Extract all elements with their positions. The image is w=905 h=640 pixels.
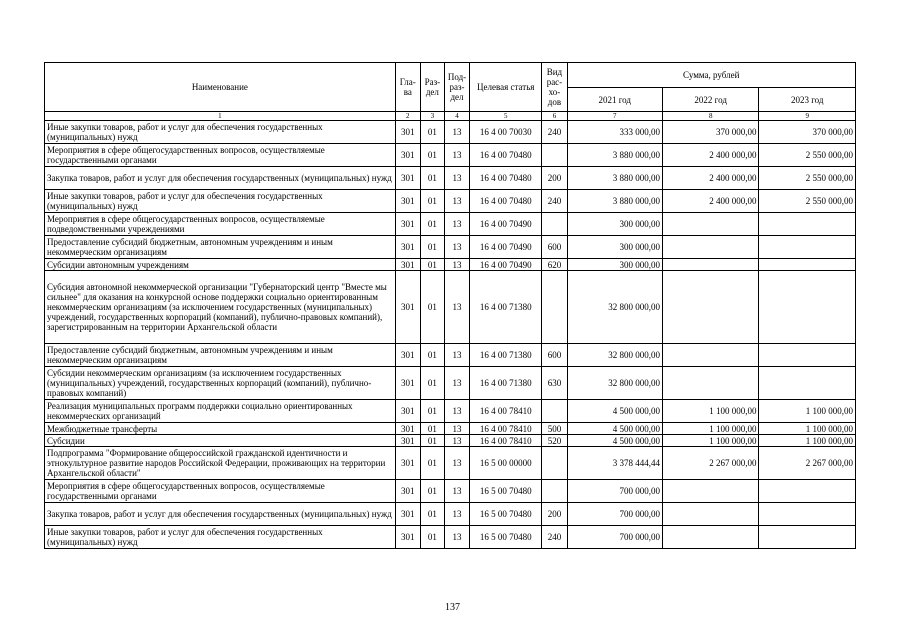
cell-target-article: 16 5 00 70480 <box>470 480 542 503</box>
cell-target-article: 16 5 00 70480 <box>470 526 542 549</box>
cell-sum-2023: 1 100 000,00 <box>759 400 856 423</box>
cell-razdel: 01 <box>420 167 444 190</box>
cell-podrazdel: 13 <box>444 503 469 526</box>
cell-name: Субсидия автономной некоммерческой организации "Губернаторский центр "Вместе мы сильнее" для оказания на конкурсной основе поддержки социально ориентированным некоммерческим организациям (за исключением государственных (муниципальных) учреждений, государственных корпораций (компаний), публично-правовых компаний), зарегистрированным на территории Архангельской области <box>45 271 396 344</box>
column-number: 4 <box>444 112 469 121</box>
cell-expense-type: 240 <box>542 121 567 144</box>
cell-razdel: 01 <box>420 423 444 435</box>
header-vid: Вид рас-хо-дов <box>542 63 567 112</box>
cell-razdel: 01 <box>420 213 444 236</box>
cell-podrazdel: 13 <box>444 213 469 236</box>
cell-sum-2023: 2 267 000,00 <box>759 447 856 480</box>
cell-razdel: 01 <box>420 271 444 344</box>
cell-razdel: 01 <box>420 259 444 271</box>
cell-name: Подпрограмма "Формирование общероссийской гражданской идентичности и этнокультурное развитие народов Российской Федерации, проживающих на территории Архангельской области" <box>45 447 396 480</box>
cell-glava: 301 <box>395 447 420 480</box>
cell-name: Иные закупки товаров, работ и услуг для обеспечения государственных (муниципальных) нужд <box>45 526 396 549</box>
cell-glava: 301 <box>395 271 420 344</box>
table-row <box>45 236 856 259</box>
table-row <box>45 190 856 213</box>
cell-razdel: 01 <box>420 190 444 213</box>
cell-target-article: 16 4 00 71380 <box>470 344 542 367</box>
header-glava: Гла-ва <box>395 63 420 112</box>
header-podrazdel: Под-раз-дел <box>444 63 469 112</box>
cell-razdel: 01 <box>420 480 444 503</box>
cell-sum-2022 <box>662 480 758 503</box>
cell-expense-type: 200 <box>542 167 567 190</box>
cell-target-article: 16 4 00 70480 <box>470 167 542 190</box>
cell-sum-2021: 700 000,00 <box>567 480 662 503</box>
cell-expense-type: 500 <box>542 423 567 435</box>
cell-target-article: 16 4 00 70030 <box>470 121 542 144</box>
cell-razdel: 01 <box>420 121 444 144</box>
cell-podrazdel: 13 <box>444 480 469 503</box>
budget-table <box>44 62 856 549</box>
cell-razdel: 01 <box>420 236 444 259</box>
cell-sum-2022 <box>662 236 758 259</box>
cell-sum-2021: 3 880 000,00 <box>567 167 662 190</box>
cell-podrazdel: 13 <box>444 423 469 435</box>
column-number: 1 <box>45 112 396 121</box>
cell-sum-2023 <box>759 271 856 344</box>
table-row <box>45 435 856 447</box>
header-razdel: Раз-дел <box>420 63 444 112</box>
table-row <box>45 447 856 480</box>
cell-name: Предоставление субсидий бюджетным, автономным учреждениям и иным некоммерческим организациям <box>45 236 396 259</box>
column-number: 6 <box>542 112 567 121</box>
header-row <box>45 63 856 88</box>
cell-name: Реализация муниципальных программ поддержки социально ориентированных некоммерческих организаций <box>45 400 396 423</box>
cell-sum-2021: 4 500 000,00 <box>567 423 662 435</box>
cell-sum-2023 <box>759 344 856 367</box>
cell-glava: 301 <box>395 167 420 190</box>
cell-expense-type <box>542 213 567 236</box>
cell-name: Закупка товаров, работ и услуг для обеспечения государственных (муниципальных) нужд <box>45 167 396 190</box>
cell-sum-2021: 3 378 444,44 <box>567 447 662 480</box>
column-number-row <box>45 112 856 121</box>
cell-target-article: 16 4 00 70490 <box>470 236 542 259</box>
table-row <box>45 121 856 144</box>
cell-sum-2022: 370 000,00 <box>662 121 758 144</box>
cell-sum-2022: 2 400 000,00 <box>662 190 758 213</box>
header-year-2023: 2023 год <box>759 88 856 112</box>
cell-name: Мероприятия в сфере общегосударственных вопросов, осуществляемые государственными органами <box>45 144 396 167</box>
cell-sum-2023: 2 550 000,00 <box>759 190 856 213</box>
cell-glava: 301 <box>395 367 420 400</box>
cell-expense-type: 630 <box>542 367 567 400</box>
cell-glava: 301 <box>395 259 420 271</box>
cell-sum-2021: 4 500 000,00 <box>567 435 662 447</box>
cell-razdel: 01 <box>420 526 444 549</box>
cell-sum-2021: 700 000,00 <box>567 503 662 526</box>
cell-sum-2021: 4 500 000,00 <box>567 400 662 423</box>
cell-expense-type: 620 <box>542 259 567 271</box>
cell-sum-2022 <box>662 503 758 526</box>
cell-sum-2023 <box>759 367 856 400</box>
header-year-2022: 2022 год <box>662 88 758 112</box>
cell-name: Субсидии автономным учреждениям <box>45 259 396 271</box>
table-row <box>45 503 856 526</box>
table-row <box>45 213 856 236</box>
cell-sum-2021: 300 000,00 <box>567 213 662 236</box>
cell-razdel: 01 <box>420 367 444 400</box>
cell-podrazdel: 13 <box>444 447 469 480</box>
cell-sum-2023: 1 100 000,00 <box>759 423 856 435</box>
page-number: 137 <box>445 602 460 613</box>
cell-sum-2023: 370 000,00 <box>759 121 856 144</box>
table-row <box>45 259 856 271</box>
cell-expense-type: 600 <box>542 236 567 259</box>
cell-sum-2022 <box>662 213 758 236</box>
cell-target-article: 16 4 00 70490 <box>470 259 542 271</box>
cell-glava: 301 <box>395 503 420 526</box>
header-year-2021: 2021 год <box>567 88 662 112</box>
cell-sum-2021: 300 000,00 <box>567 259 662 271</box>
cell-podrazdel: 13 <box>444 400 469 423</box>
cell-name: Иные закупки товаров, работ и услуг для обеспечения государственных (муниципальных) нужд <box>45 121 396 144</box>
cell-glava: 301 <box>395 121 420 144</box>
column-number: 9 <box>759 112 856 121</box>
table-row <box>45 400 856 423</box>
cell-razdel: 01 <box>420 400 444 423</box>
cell-podrazdel: 13 <box>444 236 469 259</box>
cell-expense-type: 520 <box>542 435 567 447</box>
cell-glava: 301 <box>395 400 420 423</box>
cell-expense-type <box>542 271 567 344</box>
table-row <box>45 480 856 503</box>
cell-sum-2022: 2 400 000,00 <box>662 144 758 167</box>
cell-sum-2022: 1 100 000,00 <box>662 435 758 447</box>
cell-target-article: 16 4 00 70490 <box>470 213 542 236</box>
cell-sum-2022: 1 100 000,00 <box>662 423 758 435</box>
cell-sum-2023 <box>759 526 856 549</box>
cell-podrazdel: 13 <box>444 167 469 190</box>
cell-glava: 301 <box>395 480 420 503</box>
cell-expense-type: 240 <box>542 526 567 549</box>
cell-sum-2021: 333 000,00 <box>567 121 662 144</box>
cell-target-article: 16 4 00 71380 <box>470 271 542 344</box>
cell-podrazdel: 13 <box>444 259 469 271</box>
cell-sum-2022: 1 100 000,00 <box>662 400 758 423</box>
cell-sum-2021: 3 880 000,00 <box>567 190 662 213</box>
table-row <box>45 144 856 167</box>
cell-target-article: 16 4 00 70480 <box>470 190 542 213</box>
cell-expense-type <box>542 447 567 480</box>
cell-glava: 301 <box>395 144 420 167</box>
cell-glava: 301 <box>395 435 420 447</box>
cell-sum-2021: 700 000,00 <box>567 526 662 549</box>
cell-podrazdel: 13 <box>444 435 469 447</box>
column-number: 7 <box>567 112 662 121</box>
cell-sum-2023: 2 550 000,00 <box>759 144 856 167</box>
cell-podrazdel: 13 <box>444 190 469 213</box>
table-row <box>45 344 856 367</box>
cell-sum-2022 <box>662 271 758 344</box>
cell-sum-2023 <box>759 259 856 271</box>
cell-name: Субсидии некоммерческим организациям (за исключением государственных (муниципальных) учреждений, государственных корпораций (компаний), публично-правовых компаний) <box>45 367 396 400</box>
cell-glava: 301 <box>395 423 420 435</box>
cell-target-article: 16 5 00 00000 <box>470 447 542 480</box>
table-row <box>45 367 856 400</box>
cell-glava: 301 <box>395 344 420 367</box>
cell-razdel: 01 <box>420 144 444 167</box>
column-number: 3 <box>420 112 444 121</box>
cell-razdel: 01 <box>420 503 444 526</box>
header-name: Наименование <box>45 63 396 112</box>
cell-name: Мероприятия в сфере общегосударственных вопросов, осуществляемые государственными органами <box>45 480 396 503</box>
cell-podrazdel: 13 <box>444 271 469 344</box>
cell-target-article: 16 4 00 70480 <box>470 144 542 167</box>
cell-sum-2021: 32 800 000,00 <box>567 271 662 344</box>
cell-sum-2022 <box>662 344 758 367</box>
cell-podrazdel: 13 <box>444 344 469 367</box>
cell-podrazdel: 13 <box>444 121 469 144</box>
cell-expense-type: 600 <box>542 344 567 367</box>
cell-name: Межбюджетные трансферты <box>45 423 396 435</box>
cell-sum-2023 <box>759 503 856 526</box>
cell-name: Субсидии <box>45 435 396 447</box>
cell-glava: 301 <box>395 213 420 236</box>
cell-razdel: 01 <box>420 435 444 447</box>
cell-sum-2023 <box>759 213 856 236</box>
cell-sum-2022 <box>662 526 758 549</box>
cell-sum-2023: 2 550 000,00 <box>759 167 856 190</box>
cell-name: Иные закупки товаров, работ и услуг для обеспечения государственных (муниципальных) нужд <box>45 190 396 213</box>
cell-name: Закупка товаров, работ и услуг для обеспечения государственных (муниципальных) нужд <box>45 503 396 526</box>
cell-razdel: 01 <box>420 447 444 480</box>
cell-razdel: 01 <box>420 344 444 367</box>
cell-sum-2021: 32 800 000,00 <box>567 344 662 367</box>
cell-name: Мероприятия в сфере общегосударственных вопросов, осуществляемые подведомственными учреждениями <box>45 213 396 236</box>
cell-expense-type <box>542 400 567 423</box>
cell-sum-2023 <box>759 236 856 259</box>
cell-expense-type: 240 <box>542 190 567 213</box>
table-row <box>45 423 856 435</box>
cell-target-article: 16 5 00 70480 <box>470 503 542 526</box>
column-number: 8 <box>662 112 758 121</box>
cell-podrazdel: 13 <box>444 526 469 549</box>
header-target: Целевая статья <box>470 63 542 112</box>
cell-sum-2023: 1 100 000,00 <box>759 435 856 447</box>
cell-sum-2021: 300 000,00 <box>567 236 662 259</box>
cell-sum-2021: 3 880 000,00 <box>567 144 662 167</box>
cell-sum-2022 <box>662 259 758 271</box>
cell-target-article: 16 4 00 78410 <box>470 423 542 435</box>
cell-glava: 301 <box>395 526 420 549</box>
header-sum: Сумма, рублей <box>567 63 856 88</box>
cell-sum-2021: 32 800 000,00 <box>567 367 662 400</box>
cell-podrazdel: 13 <box>444 367 469 400</box>
cell-expense-type <box>542 144 567 167</box>
column-number: 2 <box>395 112 420 121</box>
cell-name: Предоставление субсидий бюджетным, автономным учреждениям и иным некоммерческим организациям <box>45 344 396 367</box>
table-row <box>45 271 856 344</box>
cell-podrazdel: 13 <box>444 144 469 167</box>
cell-target-article: 16 4 00 78410 <box>470 435 542 447</box>
table-row <box>45 526 856 549</box>
column-number: 5 <box>470 112 542 121</box>
cell-expense-type: 200 <box>542 503 567 526</box>
cell-expense-type <box>542 480 567 503</box>
cell-glava: 301 <box>395 236 420 259</box>
cell-sum-2022 <box>662 367 758 400</box>
cell-sum-2022: 2 267 000,00 <box>662 447 758 480</box>
table-row <box>45 167 856 190</box>
cell-sum-2023 <box>759 480 856 503</box>
cell-glava: 301 <box>395 190 420 213</box>
cell-target-article: 16 4 00 71380 <box>470 367 542 400</box>
cell-target-article: 16 4 00 78410 <box>470 400 542 423</box>
cell-sum-2022: 2 400 000,00 <box>662 167 758 190</box>
